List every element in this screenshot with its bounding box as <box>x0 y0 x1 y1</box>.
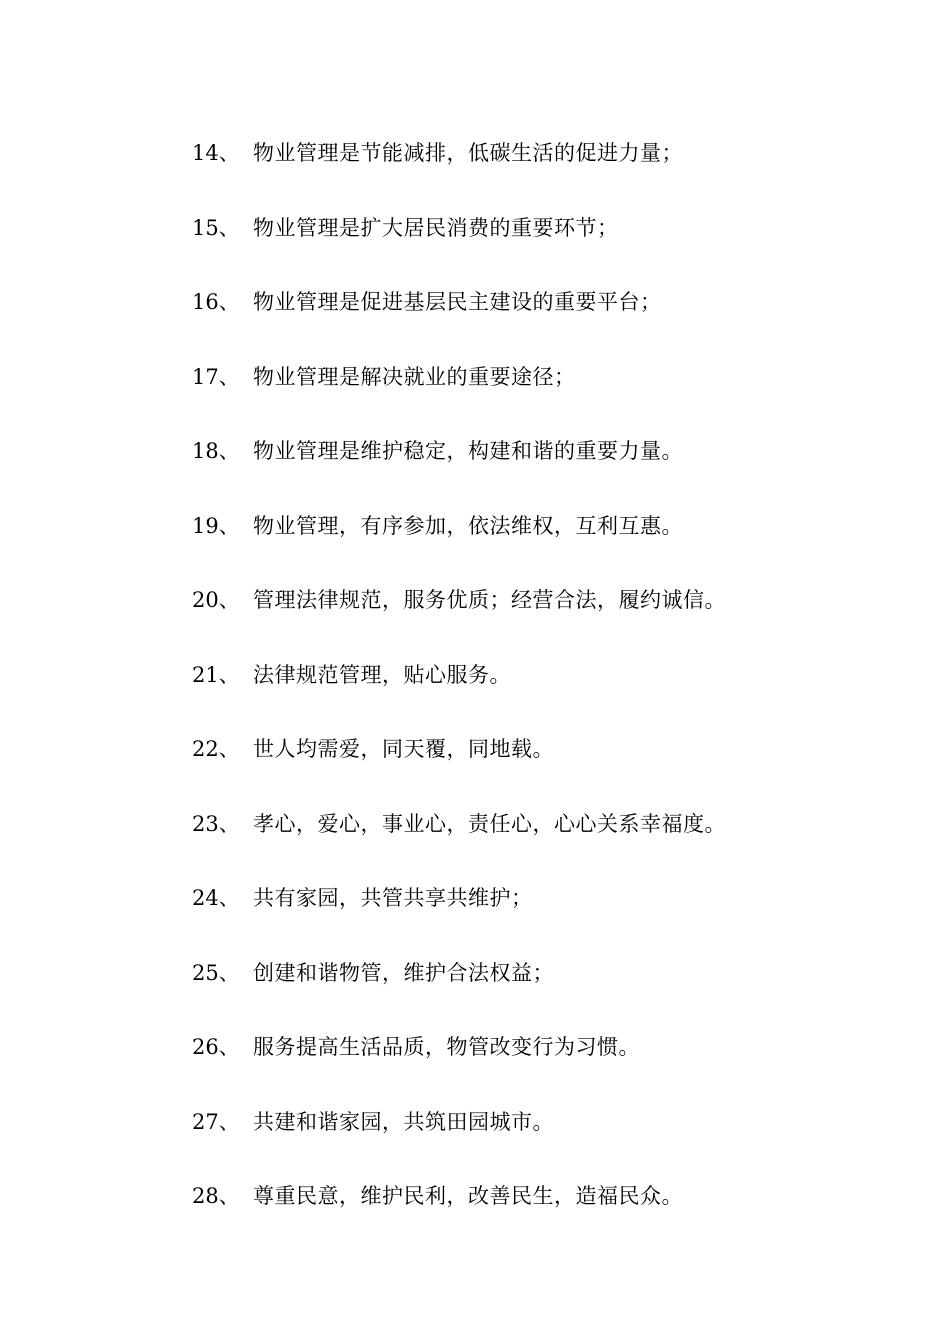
item-number: 14、 <box>192 141 240 165</box>
list-item <box>0 506 950 581</box>
item-number: 22、 <box>192 737 240 761</box>
item-text: 共有家园，共管共享共维护； <box>253 886 533 910</box>
item-number: 28、 <box>192 1184 240 1208</box>
item-number: 25、 <box>192 960 240 985</box>
item-text: 尊重民意，维护民利，改善民生，造福民众。 <box>253 1184 683 1208</box>
item-text: 物业管理是节能减排，低碳生活的促进力量； <box>253 141 683 165</box>
item-text: 服务提高生活品质，物管改变行为习惯。 <box>253 1035 640 1059</box>
item-text: 创建和谐物管，维护合法权益； <box>253 960 554 985</box>
list-item <box>0 1027 950 1102</box>
item-number: 23、 <box>192 811 240 836</box>
item-number: 15、 <box>192 215 240 240</box>
list-item <box>0 878 950 953</box>
item-text: 物业管理是维护稳定，构建和谐的重要力量。 <box>253 439 683 463</box>
item-number: 20、 <box>192 588 240 612</box>
item-number: 17、 <box>192 364 240 389</box>
item-number: 24、 <box>192 886 240 910</box>
list-item <box>0 357 950 432</box>
item-text: 共建和谐家园，共筑田园城市。 <box>253 1109 554 1134</box>
list-item <box>0 580 950 655</box>
list-item <box>0 208 950 283</box>
list-item <box>0 133 950 208</box>
item-text: 物业管理是促进基层民主建设的重要平台； <box>253 290 662 314</box>
item-text: 世人均需爱，同天覆，同地载。 <box>253 737 554 761</box>
list-item <box>0 282 950 357</box>
slogan-list <box>0 133 950 1251</box>
item-number: 19、 <box>192 513 240 538</box>
item-text: 管理法律规范，服务优质；经营合法，履约诚信。 <box>253 588 726 612</box>
item-number: 27、 <box>192 1109 240 1134</box>
list-item <box>0 1176 950 1251</box>
list-item <box>0 953 950 1028</box>
list-item <box>0 804 950 879</box>
item-text: 物业管理，有序参加，依法维权，互利互惠。 <box>253 513 683 538</box>
item-number: 16、 <box>192 290 240 314</box>
item-text: 法律规范管理，贴心服务。 <box>253 662 511 687</box>
list-item <box>0 729 950 804</box>
item-number: 18、 <box>192 439 240 463</box>
list-item <box>0 1102 950 1177</box>
item-text: 孝心，爱心，事业心，责任心，心心关系幸福度。 <box>253 811 726 836</box>
item-number: 21、 <box>192 662 240 687</box>
item-number: 26、 <box>192 1035 240 1059</box>
list-item <box>0 655 950 730</box>
item-text: 物业管理是解决就业的重要途径； <box>253 364 576 389</box>
list-item <box>0 431 950 506</box>
item-text: 物业管理是扩大居民消费的重要环节； <box>253 215 619 240</box>
